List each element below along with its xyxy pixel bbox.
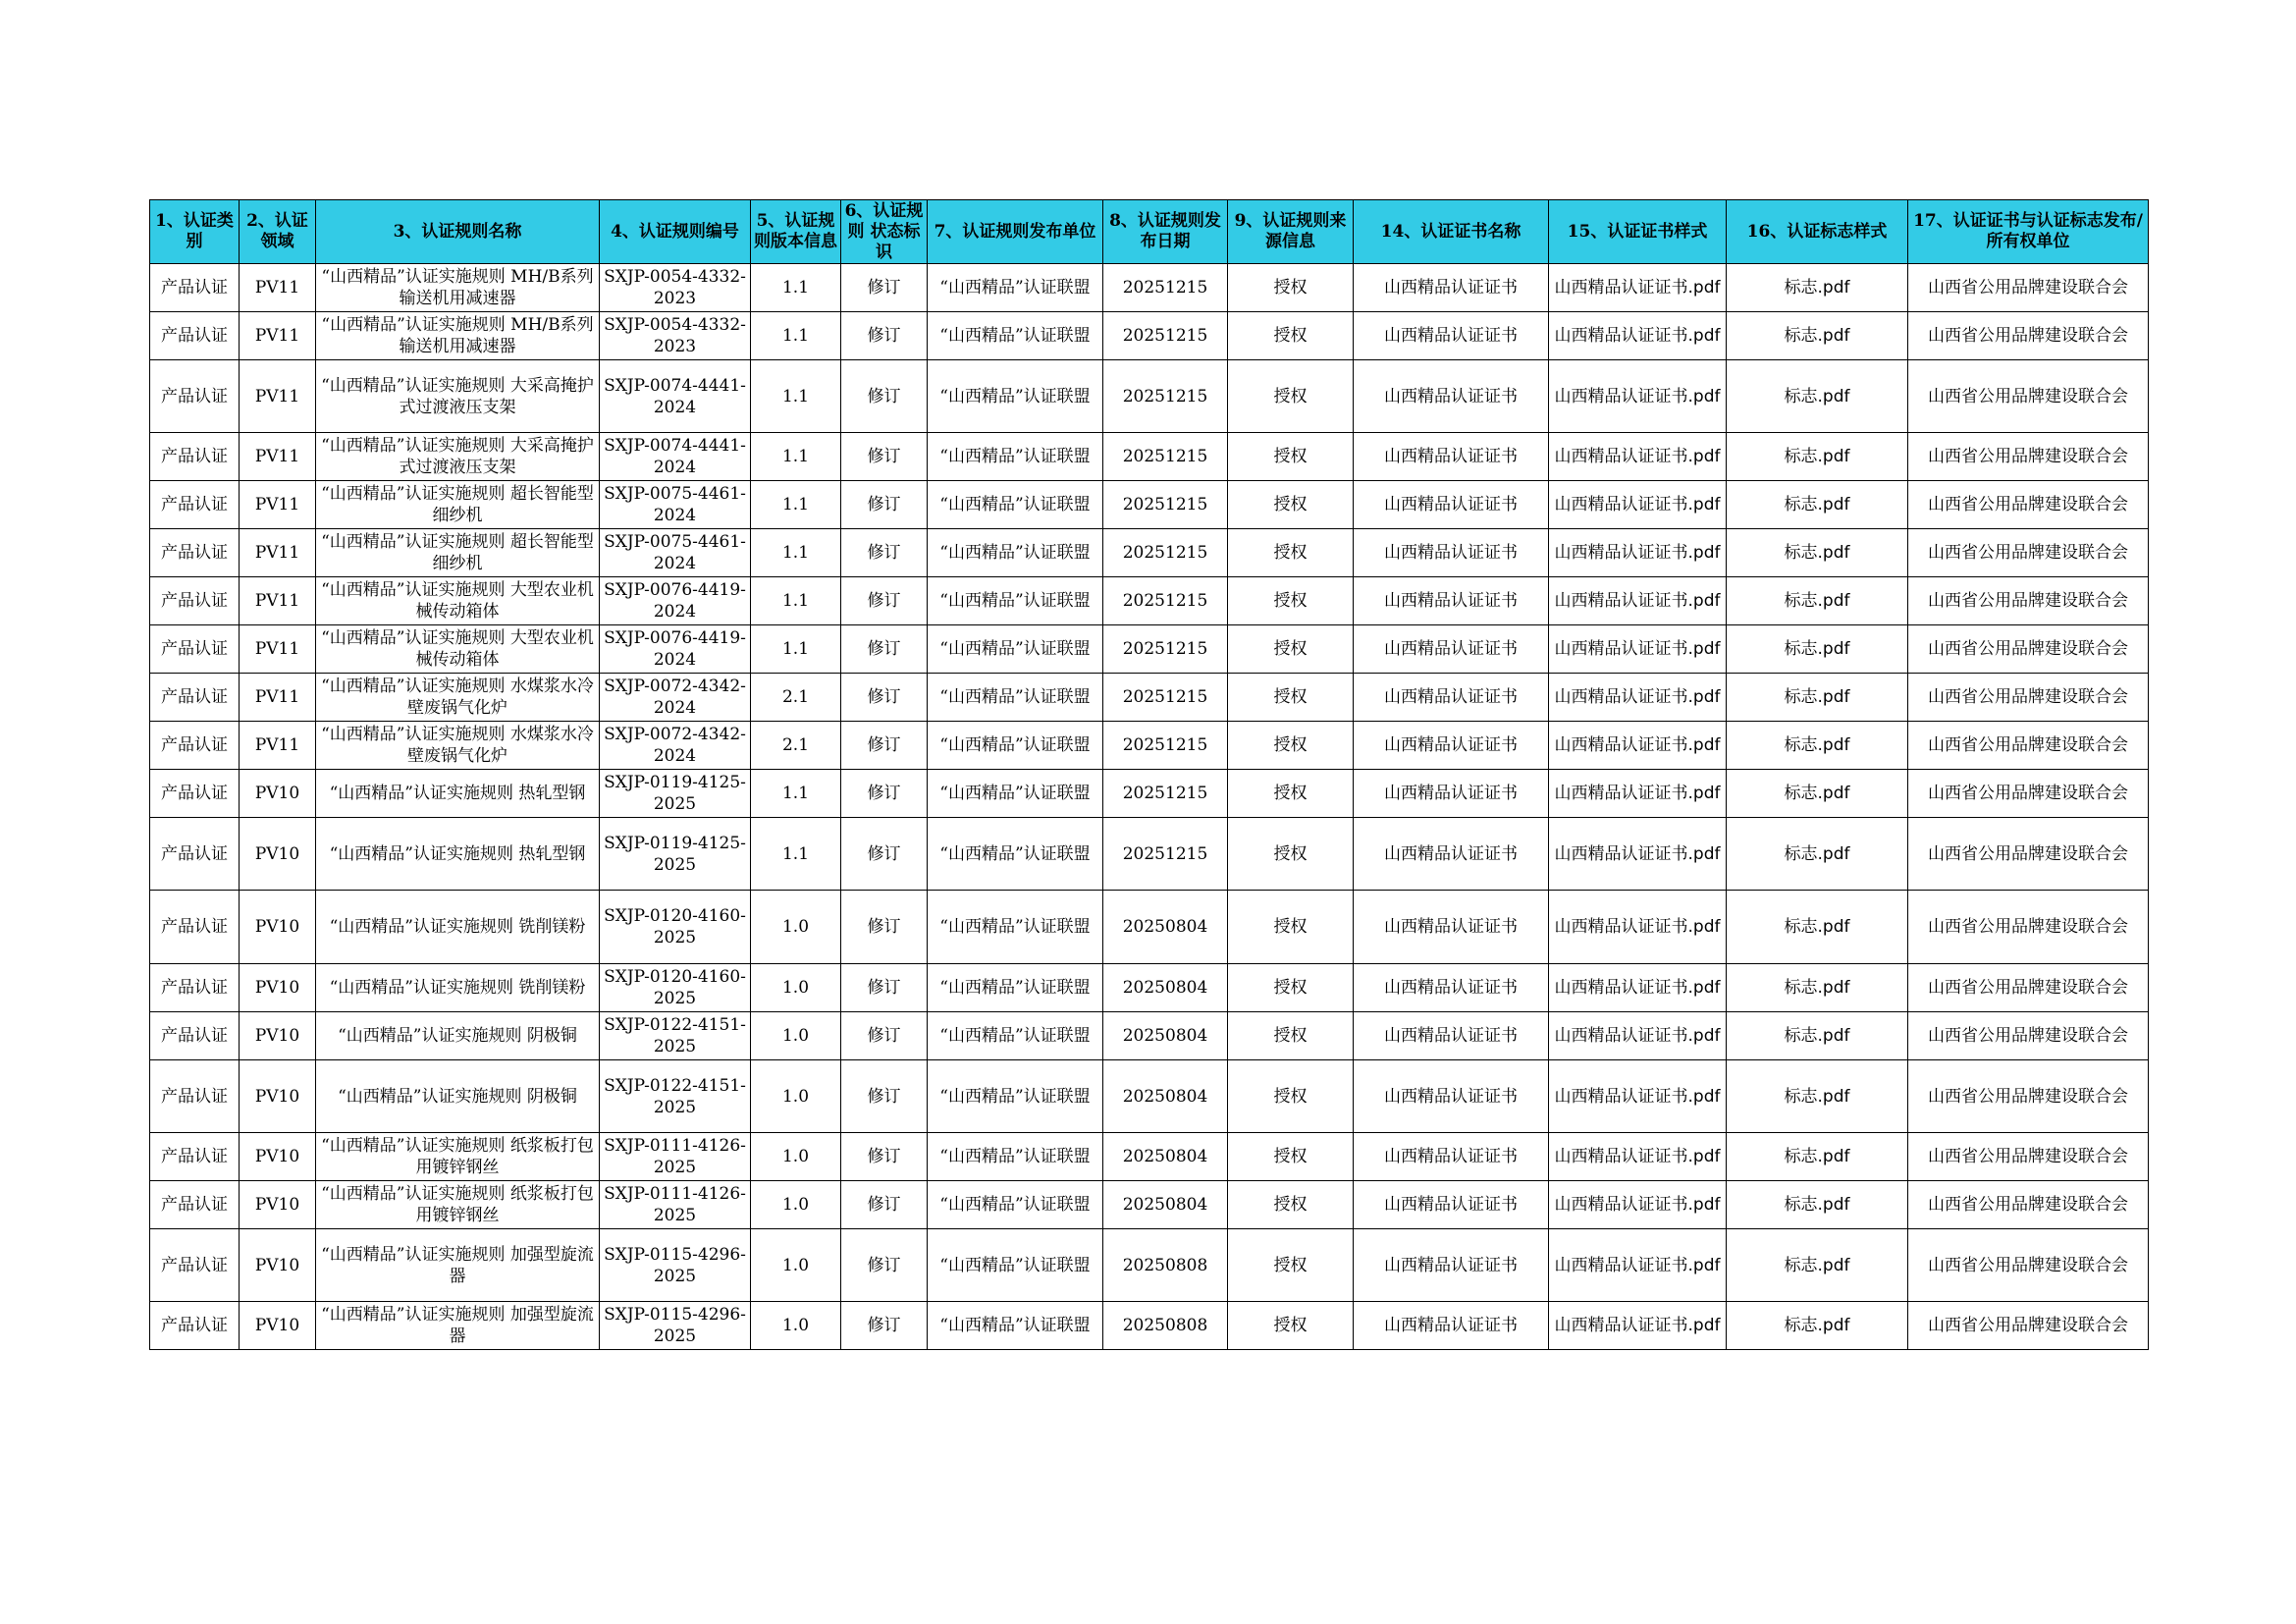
cell-version: 1.1 — [751, 577, 841, 625]
cell-rule-code: SXJP-0075-4461-2024 — [600, 481, 751, 529]
cell-field: PV10 — [240, 1060, 316, 1133]
cell-status: 修订 — [841, 264, 928, 312]
cell-cert-name: 山西精品认证证书 — [1354, 529, 1549, 577]
cell-rule-code: SXJP-0074-4441-2024 — [600, 433, 751, 481]
cell-date: 20250808 — [1103, 1229, 1228, 1302]
cell-source: 授权 — [1228, 1181, 1354, 1229]
table-row — [150, 674, 2149, 722]
cell-rule-name: “山西精品”认证实施规则 热轧型钢 — [316, 770, 600, 818]
header-mark-style: 16、认证标志样式 — [1727, 200, 1908, 264]
cell-version: 1.1 — [751, 770, 841, 818]
cell-owner: 山西省公用品牌建设联合会 — [1908, 529, 2149, 577]
cell-source: 授权 — [1228, 312, 1354, 360]
cell-mark-style: 标志.pdf — [1727, 891, 1908, 964]
cell-rule-name: “山西精品”认证实施规则 大采高掩护式过渡液压支架 — [316, 433, 600, 481]
cell-owner: 山西省公用品牌建设联合会 — [1908, 577, 2149, 625]
cell-category: 产品认证 — [150, 264, 240, 312]
cell-version: 1.0 — [751, 1060, 841, 1133]
cell-rule-code: SXJP-0119-4125-2025 — [600, 818, 751, 891]
cell-version: 1.1 — [751, 433, 841, 481]
header-version: 5、认证规则版本信息 — [751, 200, 841, 264]
cell-version: 1.1 — [751, 312, 841, 360]
cell-rule-name: “山西精品”认证实施规则 水煤浆水冷壁废锅气化炉 — [316, 674, 600, 722]
cell-version: 1.0 — [751, 1302, 841, 1350]
cell-source: 授权 — [1228, 722, 1354, 770]
table-row — [150, 481, 2149, 529]
cell-owner: 山西省公用品牌建设联合会 — [1908, 1012, 2149, 1060]
cell-cert-style: 山西精品认证证书.pdf — [1549, 1181, 1727, 1229]
cell-source: 授权 — [1228, 529, 1354, 577]
cell-publisher: “山西精品”认证联盟 — [928, 577, 1103, 625]
cell-owner: 山西省公用品牌建设联合会 — [1908, 625, 2149, 674]
cell-date: 20250808 — [1103, 1302, 1228, 1350]
cell-field: PV11 — [240, 625, 316, 674]
cell-rule-name: “山西精品”认证实施规则 MH/B系列输送机用减速器 — [316, 312, 600, 360]
cell-category: 产品认证 — [150, 481, 240, 529]
cell-category: 产品认证 — [150, 1181, 240, 1229]
cell-publisher: “山西精品”认证联盟 — [928, 1302, 1103, 1350]
cell-cert-name: 山西精品认证证书 — [1354, 1133, 1549, 1181]
cell-date: 20251215 — [1103, 625, 1228, 674]
cell-cert-name: 山西精品认证证书 — [1354, 674, 1549, 722]
header-cert-style: 15、认证证书样式 — [1549, 200, 1727, 264]
cell-date: 20250804 — [1103, 1060, 1228, 1133]
cell-cert-style: 山西精品认证证书.pdf — [1549, 1133, 1727, 1181]
cell-cert-name: 山西精品认证证书 — [1354, 891, 1549, 964]
cell-publisher: “山西精品”认证联盟 — [928, 1181, 1103, 1229]
cell-field: PV11 — [240, 722, 316, 770]
cell-rule-name: “山西精品”认证实施规则 加强型旋流器 — [316, 1229, 600, 1302]
cell-category: 产品认证 — [150, 891, 240, 964]
cell-category: 产品认证 — [150, 1012, 240, 1060]
cell-status: 修订 — [841, 1012, 928, 1060]
cell-cert-name: 山西精品认证证书 — [1354, 818, 1549, 891]
cell-cert-style: 山西精品认证证书.pdf — [1549, 1302, 1727, 1350]
cell-field: PV11 — [240, 674, 316, 722]
cell-status: 修订 — [841, 360, 928, 433]
cell-rule-name: “山西精品”认证实施规则 加强型旋流器 — [316, 1302, 600, 1350]
cell-status: 修订 — [841, 964, 928, 1012]
cell-category: 产品认证 — [150, 577, 240, 625]
cell-status: 修订 — [841, 722, 928, 770]
cell-date: 20250804 — [1103, 891, 1228, 964]
cell-publisher: “山西精品”认证联盟 — [928, 1012, 1103, 1060]
cell-field: PV10 — [240, 1302, 316, 1350]
cell-owner: 山西省公用品牌建设联合会 — [1908, 1229, 2149, 1302]
cell-source: 授权 — [1228, 770, 1354, 818]
cell-mark-style: 标志.pdf — [1727, 1302, 1908, 1350]
cell-publisher: “山西精品”认证联盟 — [928, 433, 1103, 481]
cell-publisher: “山西精品”认证联盟 — [928, 1229, 1103, 1302]
cell-rule-code: SXJP-0111-4126-2025 — [600, 1181, 751, 1229]
cell-field: PV11 — [240, 312, 316, 360]
cell-date: 20251215 — [1103, 312, 1228, 360]
cell-source: 授权 — [1228, 1229, 1354, 1302]
cell-rule-name: “山西精品”认证实施规则 水煤浆水冷壁废锅气化炉 — [316, 722, 600, 770]
cell-status: 修订 — [841, 674, 928, 722]
cell-version: 1.0 — [751, 1012, 841, 1060]
cell-category: 产品认证 — [150, 1060, 240, 1133]
cell-field: PV10 — [240, 964, 316, 1012]
cell-date: 20251215 — [1103, 529, 1228, 577]
cell-rule-name: “山西精品”认证实施规则 铣削镁粉 — [316, 891, 600, 964]
cell-status: 修订 — [841, 481, 928, 529]
cell-cert-style: 山西精品认证证书.pdf — [1549, 529, 1727, 577]
cell-version: 1.1 — [751, 818, 841, 891]
cell-rule-code: SXJP-0054-4332-2023 — [600, 264, 751, 312]
cell-field: PV11 — [240, 433, 316, 481]
cell-mark-style: 标志.pdf — [1727, 264, 1908, 312]
cell-cert-name: 山西精品认证证书 — [1354, 1302, 1549, 1350]
cell-version: 1.0 — [751, 891, 841, 964]
cell-owner: 山西省公用品牌建设联合会 — [1908, 312, 2149, 360]
cell-source: 授权 — [1228, 625, 1354, 674]
cell-owner: 山西省公用品牌建设联合会 — [1908, 1133, 2149, 1181]
table-row — [150, 360, 2149, 433]
cell-source: 授权 — [1228, 433, 1354, 481]
cell-rule-code: SXJP-0120-4160-2025 — [600, 964, 751, 1012]
cell-cert-name: 山西精品认证证书 — [1354, 1060, 1549, 1133]
cell-rule-code: SXJP-0115-4296-2025 — [600, 1302, 751, 1350]
cell-date: 20251215 — [1103, 264, 1228, 312]
table-row — [150, 818, 2149, 891]
cell-owner: 山西省公用品牌建设联合会 — [1908, 770, 2149, 818]
cell-owner: 山西省公用品牌建设联合会 — [1908, 264, 2149, 312]
cell-field: PV10 — [240, 1133, 316, 1181]
cell-publisher: “山西精品”认证联盟 — [928, 481, 1103, 529]
cell-cert-style: 山西精品认证证书.pdf — [1549, 264, 1727, 312]
table-row — [150, 1133, 2149, 1181]
cell-date: 20251215 — [1103, 433, 1228, 481]
header-publisher: 7、认证规则发布单位 — [928, 200, 1103, 264]
table-row — [150, 891, 2149, 964]
cell-cert-style: 山西精品认证证书.pdf — [1549, 1229, 1727, 1302]
cell-rule-code: SXJP-0119-4125-2025 — [600, 770, 751, 818]
table-row — [150, 529, 2149, 577]
cell-cert-name: 山西精品认证证书 — [1354, 770, 1549, 818]
header-field: 2、认证领域 — [240, 200, 316, 264]
cell-cert-name: 山西精品认证证书 — [1354, 433, 1549, 481]
cell-date: 20250804 — [1103, 1181, 1228, 1229]
cell-field: PV11 — [240, 481, 316, 529]
cell-rule-name: “山西精品”认证实施规则 热轧型钢 — [316, 818, 600, 891]
cell-mark-style: 标志.pdf — [1727, 577, 1908, 625]
cell-source: 授权 — [1228, 360, 1354, 433]
cell-rule-name: “山西精品”认证实施规则 超长智能型细纱机 — [316, 481, 600, 529]
cell-mark-style: 标志.pdf — [1727, 433, 1908, 481]
cell-version: 1.0 — [751, 1133, 841, 1181]
table-row — [150, 1302, 2149, 1350]
cell-mark-style: 标志.pdf — [1727, 1060, 1908, 1133]
cell-status: 修订 — [841, 1302, 928, 1350]
cell-date: 20250804 — [1103, 1012, 1228, 1060]
cell-mark-style: 标志.pdf — [1727, 674, 1908, 722]
cell-field: PV11 — [240, 577, 316, 625]
cell-rule-name: “山西精品”认证实施规则 阴极铜 — [316, 1012, 600, 1060]
cell-publisher: “山西精品”认证联盟 — [928, 529, 1103, 577]
cell-cert-name: 山西精品认证证书 — [1354, 1181, 1549, 1229]
cell-status: 修订 — [841, 577, 928, 625]
table-row — [150, 770, 2149, 818]
cell-category: 产品认证 — [150, 674, 240, 722]
cell-category: 产品认证 — [150, 818, 240, 891]
cell-cert-style: 山西精品认证证书.pdf — [1549, 1012, 1727, 1060]
cell-owner: 山西省公用品牌建设联合会 — [1908, 1060, 2149, 1133]
cell-rule-code: SXJP-0072-4342-2024 — [600, 674, 751, 722]
cell-date: 20251215 — [1103, 674, 1228, 722]
cell-category: 产品认证 — [150, 722, 240, 770]
cell-date: 20251215 — [1103, 770, 1228, 818]
table-row — [150, 625, 2149, 674]
cell-rule-name: “山西精品”认证实施规则 阴极铜 — [316, 1060, 600, 1133]
cell-field: PV10 — [240, 1012, 316, 1060]
table-row — [150, 312, 2149, 360]
cell-date: 20250804 — [1103, 1133, 1228, 1181]
cell-field: PV10 — [240, 770, 316, 818]
cell-source: 授权 — [1228, 1060, 1354, 1133]
cell-version: 2.1 — [751, 674, 841, 722]
cell-rule-code: SXJP-0122-4151-2025 — [600, 1060, 751, 1133]
cell-rule-name: “山西精品”认证实施规则 大型农业机械传动箱体 — [316, 625, 600, 674]
cell-cert-name: 山西精品认证证书 — [1354, 264, 1549, 312]
cell-cert-style: 山西精品认证证书.pdf — [1549, 625, 1727, 674]
cell-status: 修订 — [841, 433, 928, 481]
cell-status: 修订 — [841, 818, 928, 891]
header-category: 1、认证类别 — [150, 200, 240, 264]
cell-category: 产品认证 — [150, 1229, 240, 1302]
cell-mark-style: 标志.pdf — [1727, 818, 1908, 891]
cell-field: PV11 — [240, 360, 316, 433]
cell-version: 1.0 — [751, 1181, 841, 1229]
cell-version: 1.0 — [751, 1229, 841, 1302]
cell-publisher: “山西精品”认证联盟 — [928, 1133, 1103, 1181]
cell-mark-style: 标志.pdf — [1727, 625, 1908, 674]
cell-source: 授权 — [1228, 674, 1354, 722]
cell-owner: 山西省公用品牌建设联合会 — [1908, 722, 2149, 770]
cell-cert-style: 山西精品认证证书.pdf — [1549, 770, 1727, 818]
cell-publisher: “山西精品”认证联盟 — [928, 625, 1103, 674]
cell-publisher: “山西精品”认证联盟 — [928, 264, 1103, 312]
cell-date: 20251215 — [1103, 577, 1228, 625]
cell-rule-name: “山西精品”认证实施规则 MH/B系列输送机用减速器 — [316, 264, 600, 312]
cell-category: 产品认证 — [150, 360, 240, 433]
cell-date: 20251215 — [1103, 722, 1228, 770]
cell-owner: 山西省公用品牌建设联合会 — [1908, 1302, 2149, 1350]
cell-source: 授权 — [1228, 1133, 1354, 1181]
table-row — [150, 1181, 2149, 1229]
header-owner: 17、认证证书与认证标志发布/所有权单位 — [1908, 200, 2149, 264]
cell-category: 产品认证 — [150, 770, 240, 818]
cell-category: 产品认证 — [150, 433, 240, 481]
table-row — [150, 1229, 2149, 1302]
cell-rule-code: SXJP-0115-4296-2025 — [600, 1229, 751, 1302]
cell-cert-name: 山西精品认证证书 — [1354, 722, 1549, 770]
cell-field: PV11 — [240, 264, 316, 312]
cell-source: 授权 — [1228, 891, 1354, 964]
cell-rule-code: SXJP-0076-4419-2024 — [600, 625, 751, 674]
cell-version: 1.1 — [751, 481, 841, 529]
cell-mark-style: 标志.pdf — [1727, 964, 1908, 1012]
cell-mark-style: 标志.pdf — [1727, 1133, 1908, 1181]
cell-version: 1.0 — [751, 964, 841, 1012]
cell-rule-code: SXJP-0111-4126-2025 — [600, 1133, 751, 1181]
cell-source: 授权 — [1228, 818, 1354, 891]
cell-field: PV11 — [240, 529, 316, 577]
table-row — [150, 1060, 2149, 1133]
cell-mark-style: 标志.pdf — [1727, 481, 1908, 529]
cell-field: PV10 — [240, 818, 316, 891]
cell-status: 修订 — [841, 770, 928, 818]
header-cert-name: 14、认证证书名称 — [1354, 200, 1549, 264]
cell-cert-name: 山西精品认证证书 — [1354, 964, 1549, 1012]
cell-status: 修订 — [841, 1229, 928, 1302]
cell-rule-name: “山西精品”认证实施规则 大型农业机械传动箱体 — [316, 577, 600, 625]
cell-source: 授权 — [1228, 264, 1354, 312]
cell-field: PV10 — [240, 891, 316, 964]
cell-source: 授权 — [1228, 1012, 1354, 1060]
header-rule-code: 4、认证规则编号 — [600, 200, 751, 264]
cell-publisher: “山西精品”认证联盟 — [928, 360, 1103, 433]
cell-rule-name: “山西精品”认证实施规则 铣削镁粉 — [316, 964, 600, 1012]
cell-mark-style: 标志.pdf — [1727, 1012, 1908, 1060]
cell-publisher: “山西精品”认证联盟 — [928, 722, 1103, 770]
cell-version: 1.1 — [751, 264, 841, 312]
cell-mark-style: 标志.pdf — [1727, 722, 1908, 770]
cell-publisher: “山西精品”认证联盟 — [928, 674, 1103, 722]
cell-owner: 山西省公用品牌建设联合会 — [1908, 433, 2149, 481]
cell-rule-code: SXJP-0075-4461-2024 — [600, 529, 751, 577]
cell-cert-style: 山西精品认证证书.pdf — [1549, 481, 1727, 529]
cell-category: 产品认证 — [150, 625, 240, 674]
cell-publisher: “山西精品”认证联盟 — [928, 312, 1103, 360]
cell-cert-name: 山西精品认证证书 — [1354, 481, 1549, 529]
cell-version: 1.1 — [751, 360, 841, 433]
cell-source: 授权 — [1228, 577, 1354, 625]
cell-publisher: “山西精品”认证联盟 — [928, 770, 1103, 818]
cell-status: 修订 — [841, 1181, 928, 1229]
cell-rule-code: SXJP-0072-4342-2024 — [600, 722, 751, 770]
cell-date: 20251215 — [1103, 818, 1228, 891]
cell-rule-code: SXJP-0076-4419-2024 — [600, 577, 751, 625]
cell-mark-style: 标志.pdf — [1727, 312, 1908, 360]
table-header-row — [150, 200, 2149, 264]
cell-owner: 山西省公用品牌建设联合会 — [1908, 360, 2149, 433]
cell-rule-code: SXJP-0054-4332-2023 — [600, 312, 751, 360]
cell-field: PV10 — [240, 1181, 316, 1229]
cell-category: 产品认证 — [150, 529, 240, 577]
cell-version: 1.1 — [751, 625, 841, 674]
cell-cert-style: 山西精品认证证书.pdf — [1549, 1060, 1727, 1133]
cell-date: 20251215 — [1103, 481, 1228, 529]
header-status: 6、认证规则 状态标识 — [841, 200, 928, 264]
cell-cert-style: 山西精品认证证书.pdf — [1549, 891, 1727, 964]
cell-rule-code: SXJP-0074-4441-2024 — [600, 360, 751, 433]
table-row — [150, 433, 2149, 481]
cell-cert-style: 山西精品认证证书.pdf — [1549, 964, 1727, 1012]
table-row — [150, 577, 2149, 625]
cell-date: 20250804 — [1103, 964, 1228, 1012]
cell-rule-name: “山西精品”认证实施规则 大采高掩护式过渡液压支架 — [316, 360, 600, 433]
cell-status: 修订 — [841, 1060, 928, 1133]
cell-publisher: “山西精品”认证联盟 — [928, 964, 1103, 1012]
cell-status: 修订 — [841, 529, 928, 577]
table-row — [150, 964, 2149, 1012]
cell-cert-style: 山西精品认证证书.pdf — [1549, 360, 1727, 433]
cell-owner: 山西省公用品牌建设联合会 — [1908, 481, 2149, 529]
cell-category: 产品认证 — [150, 1302, 240, 1350]
cell-mark-style: 标志.pdf — [1727, 770, 1908, 818]
cell-cert-style: 山西精品认证证书.pdf — [1549, 722, 1727, 770]
cell-category: 产品认证 — [150, 964, 240, 1012]
cell-publisher: “山西精品”认证联盟 — [928, 818, 1103, 891]
cell-status: 修订 — [841, 312, 928, 360]
header-rule-name: 3、认证规则名称 — [316, 200, 600, 264]
cell-cert-style: 山西精品认证证书.pdf — [1549, 433, 1727, 481]
cell-rule-name: “山西精品”认证实施规则 超长智能型细纱机 — [316, 529, 600, 577]
cell-mark-style: 标志.pdf — [1727, 529, 1908, 577]
cell-cert-style: 山西精品认证证书.pdf — [1549, 818, 1727, 891]
cell-version: 1.1 — [751, 529, 841, 577]
table-row — [150, 1012, 2149, 1060]
cell-version: 2.1 — [751, 722, 841, 770]
cell-rule-name: “山西精品”认证实施规则 纸浆板打包用镀锌钢丝 — [316, 1181, 600, 1229]
cell-cert-style: 山西精品认证证书.pdf — [1549, 577, 1727, 625]
cell-rule-name: “山西精品”认证实施规则 纸浆板打包用镀锌钢丝 — [316, 1133, 600, 1181]
cell-owner: 山西省公用品牌建设联合会 — [1908, 674, 2149, 722]
header-date: 8、认证规则发布日期 — [1103, 200, 1228, 264]
cell-status: 修订 — [841, 891, 928, 964]
cell-owner: 山西省公用品牌建设联合会 — [1908, 818, 2149, 891]
cell-field: PV10 — [240, 1229, 316, 1302]
table-row — [150, 722, 2149, 770]
cell-category: 产品认证 — [150, 312, 240, 360]
cell-cert-style: 山西精品认证证书.pdf — [1549, 312, 1727, 360]
cell-publisher: “山西精品”认证联盟 — [928, 1060, 1103, 1133]
cell-date: 20251215 — [1103, 360, 1228, 433]
cell-mark-style: 标志.pdf — [1727, 1181, 1908, 1229]
table-row — [150, 264, 2149, 312]
cell-cert-name: 山西精品认证证书 — [1354, 577, 1549, 625]
cell-cert-name: 山西精品认证证书 — [1354, 1229, 1549, 1302]
cell-category: 产品认证 — [150, 1133, 240, 1181]
cell-status: 修订 — [841, 1133, 928, 1181]
cell-cert-name: 山西精品认证证书 — [1354, 312, 1549, 360]
cell-mark-style: 标志.pdf — [1727, 360, 1908, 433]
cell-status: 修订 — [841, 625, 928, 674]
cell-owner: 山西省公用品牌建设联合会 — [1908, 891, 2149, 964]
certification-rules-table — [149, 199, 2149, 1350]
cell-cert-name: 山西精品认证证书 — [1354, 1012, 1549, 1060]
cell-rule-code: SXJP-0120-4160-2025 — [600, 891, 751, 964]
cell-rule-code: SXJP-0122-4151-2025 — [600, 1012, 751, 1060]
cell-mark-style: 标志.pdf — [1727, 1229, 1908, 1302]
cell-source: 授权 — [1228, 481, 1354, 529]
cell-source: 授权 — [1228, 964, 1354, 1012]
cell-owner: 山西省公用品牌建设联合会 — [1908, 964, 2149, 1012]
cell-source: 授权 — [1228, 1302, 1354, 1350]
cell-publisher: “山西精品”认证联盟 — [928, 891, 1103, 964]
cell-cert-style: 山西精品认证证书.pdf — [1549, 674, 1727, 722]
cell-cert-name: 山西精品认证证书 — [1354, 625, 1549, 674]
table-body — [150, 264, 2149, 1350]
cell-owner: 山西省公用品牌建设联合会 — [1908, 1181, 2149, 1229]
header-source: 9、认证规则来源信息 — [1228, 200, 1354, 264]
cell-cert-name: 山西精品认证证书 — [1354, 360, 1549, 433]
